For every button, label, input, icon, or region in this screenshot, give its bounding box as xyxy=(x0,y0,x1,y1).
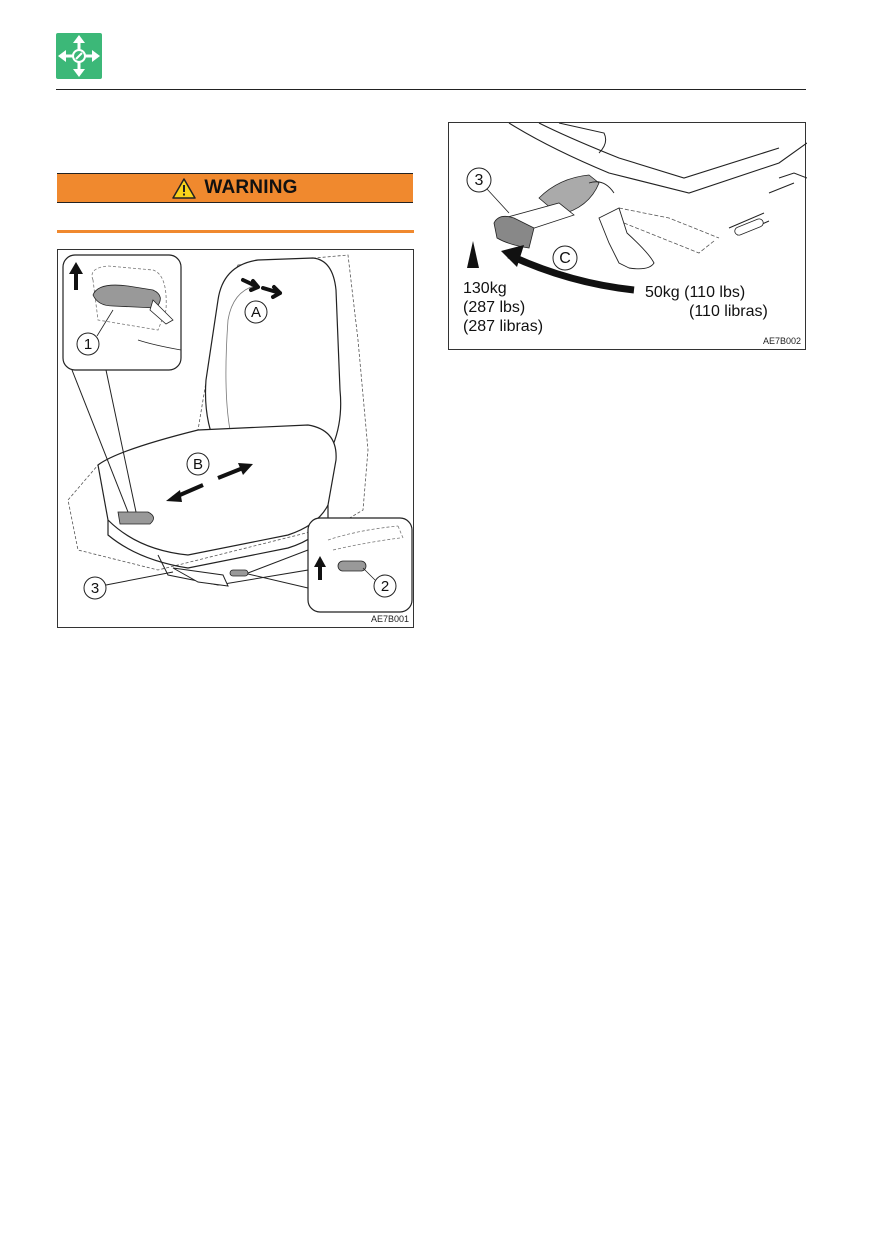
label-3: 3 xyxy=(90,580,100,597)
min-weight-line-1: 50kg (110 lbs) xyxy=(645,284,746,301)
label-1: 1 xyxy=(83,336,93,353)
seat-adjustment-figure xyxy=(57,249,414,628)
warning-label: WARNING xyxy=(204,177,298,198)
warning-banner xyxy=(57,173,413,203)
header-rule xyxy=(56,89,806,90)
figure-code: AE7B002 xyxy=(762,336,801,346)
logo-icon xyxy=(56,33,102,79)
move-arrows-icon xyxy=(56,33,102,79)
min-weight-text xyxy=(645,283,768,321)
min-weight-line-2: (110 libras) xyxy=(689,303,768,320)
max-weight-text xyxy=(463,279,543,336)
label-b: B xyxy=(192,456,204,473)
max-weight-line-3: (287 libras) xyxy=(463,318,544,335)
label-a: A xyxy=(250,304,262,321)
label-c: C xyxy=(559,250,571,267)
label-2: 2 xyxy=(380,578,390,595)
figure-code: AE7B001 xyxy=(370,614,409,624)
warning-triangle-icon xyxy=(172,178,196,199)
seat-illustration xyxy=(58,250,415,629)
weight-adjustment-figure xyxy=(448,122,806,350)
section-rule xyxy=(57,230,414,233)
label-3: 3 xyxy=(474,172,484,189)
max-weight-line-1: 130kg xyxy=(463,280,507,297)
max-weight-line-2: (287 lbs) xyxy=(463,299,526,316)
